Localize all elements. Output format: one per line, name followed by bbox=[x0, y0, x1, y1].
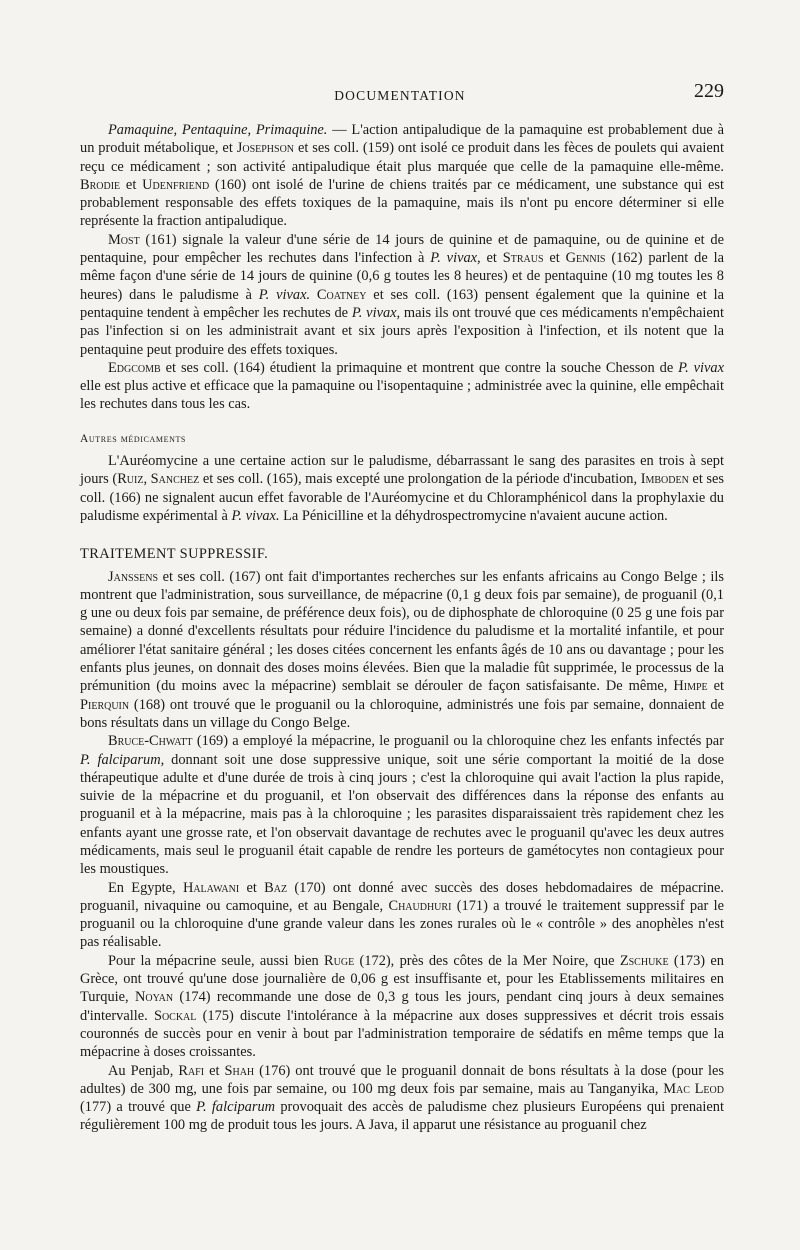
species-name: P. falciparum, bbox=[80, 751, 165, 768]
species-name: P. vivax. bbox=[231, 507, 280, 524]
author-name: Bruce-Chwatt bbox=[108, 733, 193, 750]
text-run: et bbox=[707, 678, 725, 695]
author-name: Sockal bbox=[153, 1007, 197, 1024]
page-number: 229 bbox=[694, 80, 724, 102]
text-run: (172), près des côtes de la Mer Noire, que bbox=[354, 952, 620, 969]
text-run: (168) ont trouvé que le proguanil ou la chloroquine, administrés une fois par semaine, donnaient de bons résultats dans un village du Congo Belge. bbox=[80, 696, 724, 731]
text-run: et bbox=[480, 250, 503, 267]
text-run: , bbox=[143, 471, 151, 488]
author-name: Josephson bbox=[236, 140, 295, 157]
text-run: La Pénicilline et la déhydrospectromycine n'avaient aucune action. bbox=[279, 507, 668, 524]
text-run: et ses coll. (165), mais excepté une prolongation de la période d'incubation, bbox=[199, 471, 641, 488]
text-run: donnant soit une dose suppressive unique, soit une série comportant la moitié de la dose thérapeutique adulte et d'une durée de trois à cinq jours ; c'est la chloroquine qui avait l'action la plus rapide, suivie de la mépacrine et du proguanil, et l'on observait des différences dans la réponse des enfants au proguanil et à la mépacrine, mais pas à la chloroquine ; les parasites disparaissaient très rapidement chez les enfants ayant une grosse rate, et l'on observait davantage de rechutes avec le proguanil qu'avec les deux autres médicaments, mais seul le proguanil était capable de rendre les porteurs de gamétocytes non contagieux pour les moustiques. bbox=[80, 751, 724, 878]
author-name: Chaudhuri bbox=[388, 897, 452, 914]
running-title: DOCUMENTATION bbox=[334, 88, 466, 103]
text-run: mais ils ont trouvé que ces médicaments n'empêchaient pas l'infection si on les administrait avant et six jours après l'exposition à l'infection, et ils notent que la pentaquine peut produire des effets toxiques. bbox=[80, 304, 724, 358]
text-run: (174) recommande une dose de 0,3 g tous les jours, pendant cinq jours à deux semaines d'intervalle. bbox=[80, 989, 724, 1024]
author-name: Sanchez bbox=[150, 471, 200, 488]
species-name: P. vivax bbox=[678, 359, 724, 376]
paragraph-pamaquine-1 bbox=[80, 121, 724, 231]
paragraph-pamaquine-2 bbox=[80, 231, 724, 359]
section-heading-autres-medicaments: Autres médicaments bbox=[80, 432, 186, 445]
author-name: Most bbox=[108, 231, 140, 248]
text-run: (177) a trouvé que bbox=[80, 1099, 197, 1116]
text-run: (162) parlent de la même façon d'une série de 14 jours de quinine (0,6 g toutes les 8 heures) et de pentaquine (10 mg toutes les 8 heures) dans le paludisme à bbox=[80, 250, 724, 303]
author-name: Rafi bbox=[178, 1062, 205, 1079]
section-heading-traitement-suppressif: TRAITEMENT SUPPRESSIF. bbox=[80, 546, 269, 563]
author-name: Shah bbox=[224, 1062, 255, 1079]
text-run: (176) ont trouvé que le proguanil donnait de bons résultats à la dose (pour les adultes) de 300 mg, une fois par semaine, ou 100 mg deux fois par semaine, mais au Tanganyika, bbox=[80, 1062, 724, 1097]
paragraph-pamaquine-3 bbox=[80, 359, 724, 414]
author-name: Straus bbox=[502, 250, 544, 267]
text-run: et ses coll. (163) pensent également que la quinine et la pentaquine tendent à empêcher les rechutes de bbox=[80, 286, 724, 321]
author-name: Brodie bbox=[80, 176, 121, 193]
text-run: (169) a employé la mépacrine, le proguanil ou la chloroquine chez les enfants infectés par bbox=[192, 733, 724, 750]
paragraph-traitement-1 bbox=[80, 568, 724, 733]
text-run: — L'action antipaludique de la pamaquine est probablement due à un produit métabolique, et bbox=[80, 122, 724, 157]
author-name: Noyan bbox=[134, 989, 174, 1006]
text-run: et bbox=[204, 1062, 225, 1079]
author-name: Coatney bbox=[316, 286, 367, 303]
text-run: (173) en Grèce, ont trouvé qu'une dose journalière de 0,06 g est insuffisante et, pour les Etablissements militaires en Turquie, bbox=[80, 952, 724, 1006]
text-run: En Egypte, bbox=[108, 879, 183, 896]
text-run: et ses coll. (159) ont isolé ce produit dans les fèces de poulets qui avaient reçu ce médicament ; son activité antipaludique était plus marquée que celle de la pamaquine elle-même. bbox=[80, 140, 724, 175]
species-name: P. vivax, bbox=[430, 250, 481, 267]
text-run: (170) ont donné avec succès des doses hebdomadaires de mépacrine. proguanil, nivaquine ou camoquine, et au Bengale, bbox=[80, 879, 724, 914]
author-name: Himpe bbox=[673, 678, 708, 695]
author-name: Baz bbox=[264, 879, 288, 896]
text-run: et ses coll. (164) étudient la primaquine et montrent que contre la souche Chesson de bbox=[160, 359, 679, 376]
paragraph-lead-title: Pamaquine, Pentaquine, Primaquine. bbox=[108, 122, 328, 138]
paragraph-traitement-3 bbox=[80, 879, 724, 952]
text-run: et ses coll. (166) ne signalent aucun effet favorable de l'Auréomycine et du Chloramphénicol dans la prophylaxie du paludisme expérimental à bbox=[80, 471, 725, 524]
author-name: Ruiz bbox=[117, 471, 144, 488]
paragraph-traitement-5 bbox=[80, 1062, 724, 1135]
text-run: et ses coll. (167) ont fait d'importantes recherches sur les enfants africains au Congo Belge ; ils montrent que l'administration, sous surveillance, de mépacrine (0,1 g deux fois par semaine), de proguanil (0,1 g une ou deux fois par semaine, de préférence deux fois), ou de diphosphate de chloroquine (0 25 g une fois par semaine) a donné d'excellents résultats pour réduire l'incidence du paludisme et la mortalité infantile, et pour améliorer l'état sanitaire général ; les doses citées concernent les enfants âgés de 10 ans ou davantage ; pour les enfants plus jeunes, on donnait des doses moins élevées. Bien que la maladie fût supprimée, le processus de la prémunition (du moins avec la mépacrine) semblait se dérouler de façon satisfaisante. De même, bbox=[80, 568, 724, 695]
author-name: Udenfriend bbox=[142, 176, 210, 193]
text-run: Au Penjab, bbox=[108, 1062, 179, 1079]
species-name: P. vivax. bbox=[258, 286, 311, 303]
author-name: Pierquin bbox=[80, 696, 130, 713]
body-text bbox=[80, 121, 724, 1135]
text-run: (160) ont isolé de l'urine de chiens traités par ce médicament, une substance qui est probablement responsable des effets toxiques de la pamaquine, mais ils n'ont pu encore déterminer si elle représente la fraction antipaludique. bbox=[80, 176, 724, 230]
author-name: Janssens bbox=[108, 568, 159, 585]
text-run bbox=[310, 287, 317, 303]
paragraph-traitement-4 bbox=[80, 952, 724, 1062]
author-name: Halawani bbox=[182, 879, 240, 896]
text-run: provoquait des accès de paludisme chez plusieurs Européens qui prenaient régulièrement 100 mg de produit tous les jours. A Java, il apparut une résistance au proguanil chez bbox=[80, 1099, 725, 1134]
paragraph-autres-1 bbox=[80, 452, 724, 525]
text-run: Pour la mépacrine seule, aussi bien bbox=[108, 952, 325, 969]
text-run: elle est plus active et efficace que la pamaquine ou l'isopentaquine ; administrée avec la quinine, elle empêchait les rechutes dans tous les cas. bbox=[80, 378, 724, 413]
text-run: L'Auréomycine a une certaine action sur le paludisme, débarrassant le sang des parasites en trois à sept jours ( bbox=[80, 453, 724, 488]
species-name: P. vivax, bbox=[351, 304, 401, 321]
text-run: (161) signale la valeur d'une série de 14 jours de quinine et de pamaquine, ou de quinine et de pentaquine, pour empêcher les rechutes dans l'infection à bbox=[80, 231, 724, 267]
text-run: et bbox=[239, 879, 265, 896]
author-name: Mac Leod bbox=[663, 1080, 724, 1097]
text-run: et bbox=[543, 250, 566, 267]
text-run: (175) discute l'intolérance à la mépacrine aux doses suppressives et décrit trois essais couronnés de succès pour en venir à bout par l'administration temporaire de sédatifs en même temps que la mépacrine à doses croissantes. bbox=[80, 1007, 724, 1061]
paragraph-traitement-2 bbox=[80, 732, 724, 878]
author-name: Edgcomb bbox=[108, 359, 161, 376]
author-name: Ruge bbox=[324, 952, 355, 969]
author-name: Imboden bbox=[640, 471, 689, 488]
species-name: P. falciparum bbox=[196, 1099, 276, 1116]
author-name: Gennis bbox=[565, 250, 606, 267]
text-run: (171) a trouvé le traitement suppressif par le proguanil ou la chloroquine d'une grande valeur dans les zones rurales où le « contrôle » des anophèles n'est pas réalisable. bbox=[80, 897, 724, 951]
text-run: et bbox=[120, 176, 143, 193]
author-name: Zschuke bbox=[619, 952, 669, 969]
